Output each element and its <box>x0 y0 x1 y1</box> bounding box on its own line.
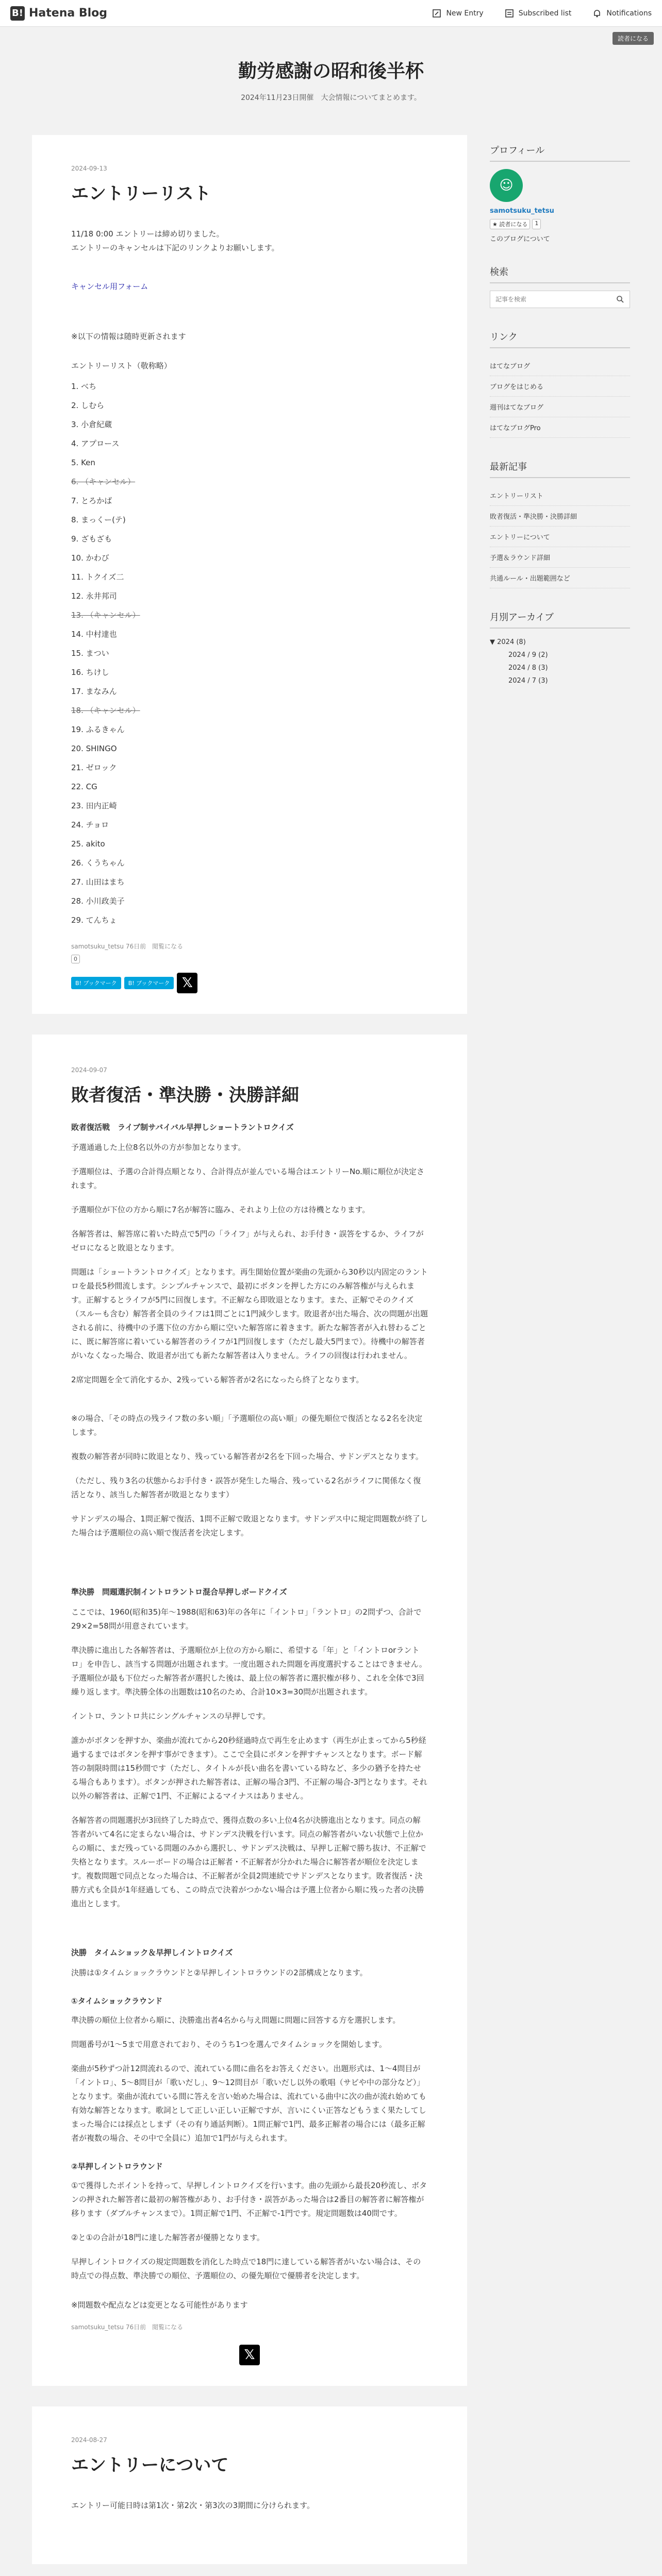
list-item: 22. CG <box>71 782 97 791</box>
sidebar <box>490 135 630 2576</box>
profile-heading: プロフィール <box>490 143 630 162</box>
bookmark-count-button[interactable]: B! ブックマーク <box>124 977 174 989</box>
recent-entry-link[interactable]: 共通ルール・出題範囲など <box>490 568 630 588</box>
archive-year-toggle[interactable]: ▼ 2024 (8) <box>490 638 526 646</box>
search-box <box>490 291 630 308</box>
content-wrapper <box>0 135 662 2576</box>
list-item: 2. しむら <box>71 401 105 410</box>
tag-badge[interactable]: 0 <box>71 955 80 963</box>
entry-date[interactable]: 2024-08-27 <box>71 2436 107 2444</box>
subscribed-list-button[interactable] <box>504 8 572 19</box>
paragraph: ここでは、1960(昭和35)年〜1988(昭和63)年の各年に「イントロ」「ラントロ」の2問ずつ、合計で29×2=58問が用意されています。 <box>71 1607 422 1631</box>
avatar[interactable]: ☺ <box>490 169 523 202</box>
sidebar-link[interactable]: 週刊はてなブログ <box>490 397 630 417</box>
archive-month-link[interactable]: 2024 / 9 (2) <box>508 651 548 659</box>
entry-title[interactable]: エントリーリスト <box>71 183 211 204</box>
search-widget <box>490 265 630 308</box>
list-item: 19. ふるきゃん <box>71 725 125 734</box>
list-item: 25. akito <box>71 839 105 849</box>
bell-icon <box>592 8 602 19</box>
notifications-button[interactable] <box>592 8 652 19</box>
archive-heading: 月別アーカイブ <box>490 610 630 629</box>
paragraph: 予選順位が下位の方から順に7名が解答に臨み、それより上位の方は待機となります。 <box>71 1205 370 1214</box>
list-item: 8. まっくー(テ) <box>71 515 126 524</box>
top-bar <box>0 0 662 42</box>
list-item: 15. まつい <box>71 649 109 658</box>
subscribed-list-label: Subscribed list <box>518 9 572 18</box>
bookmark-button[interactable]: B! ブックマーク <box>71 977 121 989</box>
paragraph: 問題は「ショートラントロクイズ」となります。再生開始位置が楽曲の先頭から30秒以内固定のラントロを最長5秒間流します。シンプルチャンスで、最初にボタンを押した方にのみ解答権が与えられます。正解するとライフが5門に回復します。不正解なら即敗退となります。また、正解でそのクイズ（スルーも含む）解答者全員のライフは1問ごとに1門減少します。敗退者が出た場合、次の問題が出題される前に、待機中の予選下位の方から順に空いた解答席に着きます。新たな解答者が入れ替わるごとに、既に解答席に着いている解答者のライフが1門回復します（ただし最大5門まで）。待機中の解答者がいなくなった場合、敗退者が出ても新たな解答者は入りません。ライフの回復は行われません。 <box>71 1267 428 1360</box>
entry-line: エントリーのキャンセルは下記のリンクよりお願いします。 <box>71 243 279 252</box>
paragraph: 各解答者は、解答席に着いた時点で5門の「ライフ」が与えられ、お手付き・誤答をするか、ライフがゼロになると敗退となります。 <box>71 1229 424 1252</box>
list-item: 23. 田内正崎 <box>71 801 117 810</box>
archive-widget <box>490 610 630 687</box>
entry-date[interactable]: 2024-09-07 <box>71 1066 107 1074</box>
list-item-cancelled: 13. （キャンセル） <box>71 611 140 620</box>
paragraph: ①で獲得したポイントを持って、早押しイントロクイズを行います。曲の先頭から最長20秒流し、ボタンの押された解答者に最初の解答権があり、お手付き・誤答があった場合は2番目の解答者に解答権が移ります（ダブルチャンスまで）。1問正解で1門、不正解で-1門です。規定問題数は40問です。 <box>71 2181 427 2218</box>
logo-text: Hatena Blog <box>29 7 108 20</box>
paragraph: ②と①の合計が18門に達した解答者が優勝となります。 <box>71 2233 264 2242</box>
blog-title[interactable]: 勤労感謝の昭和後半杯 <box>238 61 424 82</box>
paragraph: エントリー可能日時は第1次・第2次・第3次の3期間に分けられます。 <box>71 2501 315 2510</box>
top-nav <box>432 8 652 19</box>
list-item: 24. チョロ <box>71 820 109 829</box>
search-heading: 検索 <box>490 265 630 283</box>
archive-month-link[interactable]: 2024 / 8 (3) <box>508 664 548 672</box>
entry-footer: samotsuku_tetsu 76日前 閲覧になる <box>71 943 184 950</box>
links-heading: リンク <box>490 330 630 348</box>
section-heading: 決勝 タイムショック＆早押しイントロクイズ <box>71 1948 233 1957</box>
list-item: 1. べち <box>71 382 97 391</box>
recent-entry-link[interactable]: エントリーについて <box>490 527 630 547</box>
archive-month-link[interactable]: 2024 / 7 (3) <box>508 677 548 685</box>
subscribe-reader-button[interactable]: 読者になる <box>613 32 654 45</box>
recent-entry-link[interactable]: 敗者復活・準決勝・決勝詳細 <box>490 506 630 527</box>
recent-entries-widget <box>490 460 630 588</box>
list-item: 4. アプロース <box>71 439 120 448</box>
paragraph: 問題番号が1〜5まで用意されており、そのうち1つを選んでタイムショックを開始します。 <box>71 2040 387 2049</box>
list-item-cancelled: 18. （キャンセル） <box>71 706 140 715</box>
logo-mark: B! <box>10 6 25 21</box>
entry-card <box>32 2406 467 2564</box>
links-widget <box>490 330 630 438</box>
list-item: 14. 中村達也 <box>71 630 117 639</box>
paragraph: 予選通過した上位8名以外の方が参加となります。 <box>71 1143 246 1152</box>
entry-list <box>71 380 428 926</box>
paragraph: 誰かがボタンを押すか、楽曲が流れてから20秒経過時点で再生を止めます（再生が止まってから5秒経過するまではボタンを押す事ができます）。ここで全員にボタンを押すチャンスとなります。ボード解答の制限時間は15秒間です（ただし、タイトルが長い曲名を書いている時など、多少の猶予を持たせる場合もあります）。ボタンが押された解答者は、正解の場合3門、不正解の場合-3門となります。それ以外の解答者は、正解で1門、不正解によるマイナスはありません。 <box>71 1736 427 1801</box>
reader-count: 1 <box>532 219 541 229</box>
list-item: 28. 小川政美子 <box>71 896 125 906</box>
section-heading: 準決勝 問題選択制イントロラントロ混合早押しボードクイズ <box>71 1587 287 1597</box>
section-heading: 敗者復活戦 ライブ制サバイバル早押しショートラントロクイズ <box>71 1123 294 1132</box>
entry-footer: samotsuku_tetsu 76日前 閲覧になる <box>71 2324 184 2331</box>
list-item: 29. てんちょ <box>71 916 117 925</box>
profile-widget <box>490 143 630 243</box>
paragraph: 2席定問題を全て消化するか、2残っている解答者が2名になったら終了となります。 <box>71 1375 364 1384</box>
list-item: 12. 永井邦司 <box>71 591 117 601</box>
list-item: 27. 山田はまち <box>71 877 125 887</box>
new-entry-label: New Entry <box>446 9 484 18</box>
hatena-blog-logo[interactable] <box>10 6 107 21</box>
list-item: 7. とろかば <box>71 496 112 505</box>
recent-heading: 最新記事 <box>490 460 630 478</box>
profile-badges <box>490 219 630 229</box>
list-item: 16. ちけし <box>71 668 109 677</box>
list-item: 21. ゼロック <box>71 763 117 772</box>
list-item: 9. ざもざも <box>71 534 112 544</box>
subsection-heading: ②早押しイントロラウンド <box>71 2162 163 2171</box>
paragraph: イントロ、ラントロ共にシングルチャンスの早押しです。 <box>71 1711 271 1721</box>
list-item: 10. かわび <box>71 553 109 563</box>
paragraph: 楽曲が5秒ずつ計12問流れるので、流れている間に曲名をお答えください。出題形式は、1〜4問目が「イントロ」、5〜8問目が「歌いだし」、9〜12問目が「歌いだし以外の歌唱（サビや中の部分など）」となります。楽曲が流れている間に答えを言い始めた場合は、流れている曲中に次の曲が流れ始めても有効な解答となります。歌詞として正しい正しい正解ですが、言いにくい正答などもうまく果たしてしまった場合には採点としまず（その有り通話判断）。1問正解で1門、最多正解者の場合には（最多正解者が複数の場合、その中で全員に）追加で1門が与えられます。 <box>71 2064 426 2143</box>
subsection-heading: ①タイムショックラウンド <box>71 1996 163 2006</box>
list-item: 26. くうちゃん <box>71 858 125 868</box>
paragraph: 準決勝に進出した各解答者は、予選順位が上位の方から順に、希望する「年」と「イントロorラントロ」を申告し、該当する問題が出題されます。一度出題された問題を再度選択することはできません。予選順位が最も下位だった解答者が選択した後は、最上位の解答者に選択権が移り、これを全体で3回繰り返します。準決勝全体の出題数は10名のため、合計10×3=30問が出題されます。 <box>71 1646 427 1697</box>
paragraph: 早押しイントロクイズの規定問題数を消化した時点で18門に達している解答者がいない場合は、その時点での得点数、準決勝での順位、予選順位の、の優先順位で優勝者を決定します。 <box>71 2257 421 2280</box>
sidebar-link[interactable]: はてなブログPro <box>490 417 630 438</box>
blog-header <box>0 27 662 135</box>
notifications-label: Notifications <box>606 9 652 18</box>
about-blog-link[interactable]: このブログについて <box>490 235 550 243</box>
x-share-icon[interactable]: 𝕏 <box>177 973 197 993</box>
paragraph: ※問題数や配点などは変更となる可能性があります <box>71 2300 248 2310</box>
paragraph: 決勝は①タイムショックラウンドと②早押しイントロラウンドの2部構成となります。 <box>71 1968 368 1977</box>
reader-badge[interactable]: ★ 読者になる <box>490 219 530 229</box>
paragraph: ※の場合、「その時点の残ライフ数の多い順」「予選順位の高い順」の優先順位で復活となる2名を決定します。 <box>71 1414 423 1437</box>
new-entry-button[interactable] <box>432 8 483 19</box>
paragraph: 複数の解答者が同時に敗退となり、残っている解答者が2名を下回った場合、サドンデスとなります。 <box>71 1452 423 1461</box>
list-item: 3. 小倉紀蔵 <box>71 420 112 429</box>
cancel-form-link[interactable]: キャンセル用フォーム <box>71 282 148 291</box>
entry-list-title: エントリーリスト（敬称略） <box>71 361 172 370</box>
entry-note: ※以下の情報は随時更新されます <box>71 332 186 341</box>
entry-line: 11/18 0:00 エントリーは締め切りました。 <box>71 229 224 239</box>
recent-entry-link[interactable]: 予選＆ラウンド詳細 <box>490 547 630 568</box>
list-item: 11. トクイズ二 <box>71 572 124 582</box>
list-item-cancelled: 6. （キャンセル） <box>71 477 136 486</box>
pencil-icon <box>432 8 442 19</box>
blog-description: 2024年11月23日開催 大会情報についてまとめます。 <box>241 94 421 102</box>
recent-entry-link[interactable]: エントリーリスト <box>490 485 630 506</box>
entry-title[interactable]: 敗者復活・準決勝・決勝詳細 <box>71 1085 299 1106</box>
list-item: 17. まなみん <box>71 687 117 696</box>
entry-tags <box>71 955 428 963</box>
x-share-icon[interactable]: 𝕏 <box>239 2345 260 2365</box>
entry-title[interactable]: エントリーについて <box>71 2455 229 2476</box>
entry-card <box>32 1035 467 2386</box>
sidebar-link[interactable]: はてなブログ <box>490 355 630 376</box>
share-buttons <box>71 973 428 993</box>
main-column <box>32 135 467 2576</box>
sidebar-link[interactable]: ブログをはじめる <box>490 376 630 397</box>
entry-date[interactable]: 2024-09-13 <box>71 165 107 172</box>
list-item: 5. Ken <box>71 458 95 467</box>
list-item: 20. SHINGO <box>71 744 117 753</box>
paragraph: 準決勝の順位上位者から順に、決勝進出者4名から与え問題に問題に回答する方を選択します。 <box>71 2015 401 2025</box>
entry-card <box>32 135 467 1014</box>
search-icon[interactable] <box>616 295 624 303</box>
paragraph: 予選順位は、予選の合計得点順となり、合計得点が並んでいる場合はエントリーNo.順に順位が決定されます。 <box>71 1167 424 1190</box>
paragraph: （ただし、残り3名の状態からお手付き・誤答が発生した場合、残っている2名がライフに関係なく復活となり、該当した解答者が敗退となります） <box>71 1476 421 1499</box>
profile-name-link[interactable]: samotsuku_tetsu <box>490 207 554 215</box>
search-input[interactable] <box>495 296 616 303</box>
list-icon <box>504 8 515 19</box>
paragraph: サドンデスの場合、1問正解で復活、1問不正解で敗退となります。サドンデス中に規定問題数が終了した場合は予選順位の高い順で復活者を決定します。 <box>71 1514 428 1537</box>
paragraph: 各解答者の問題選択が3回終了した時点で、獲得点数の多い上位4名が決勝進出となります。同点の解答者がいて4名に定まらない場合は、サドンデス決戦を行います。同点の解答者がいない状態で上位からの順に、まだ残っている問題のみから選択し、サドンデス決戦は、早押し正解で勝ち抜け、不正解で失格となります。スルーボードの場合は正解者・不正解者が分かれた場合に解答者が順位を決定します。複数問題で同点となった場合は、不正解者が全員2問連続でサドンデスとなります。敗者復活・決勝方式も全員が1年経過しても、この時点で決着がつかない場合は予選上位者から順に残った者の決勝進出とします。 <box>71 1816 426 1908</box>
